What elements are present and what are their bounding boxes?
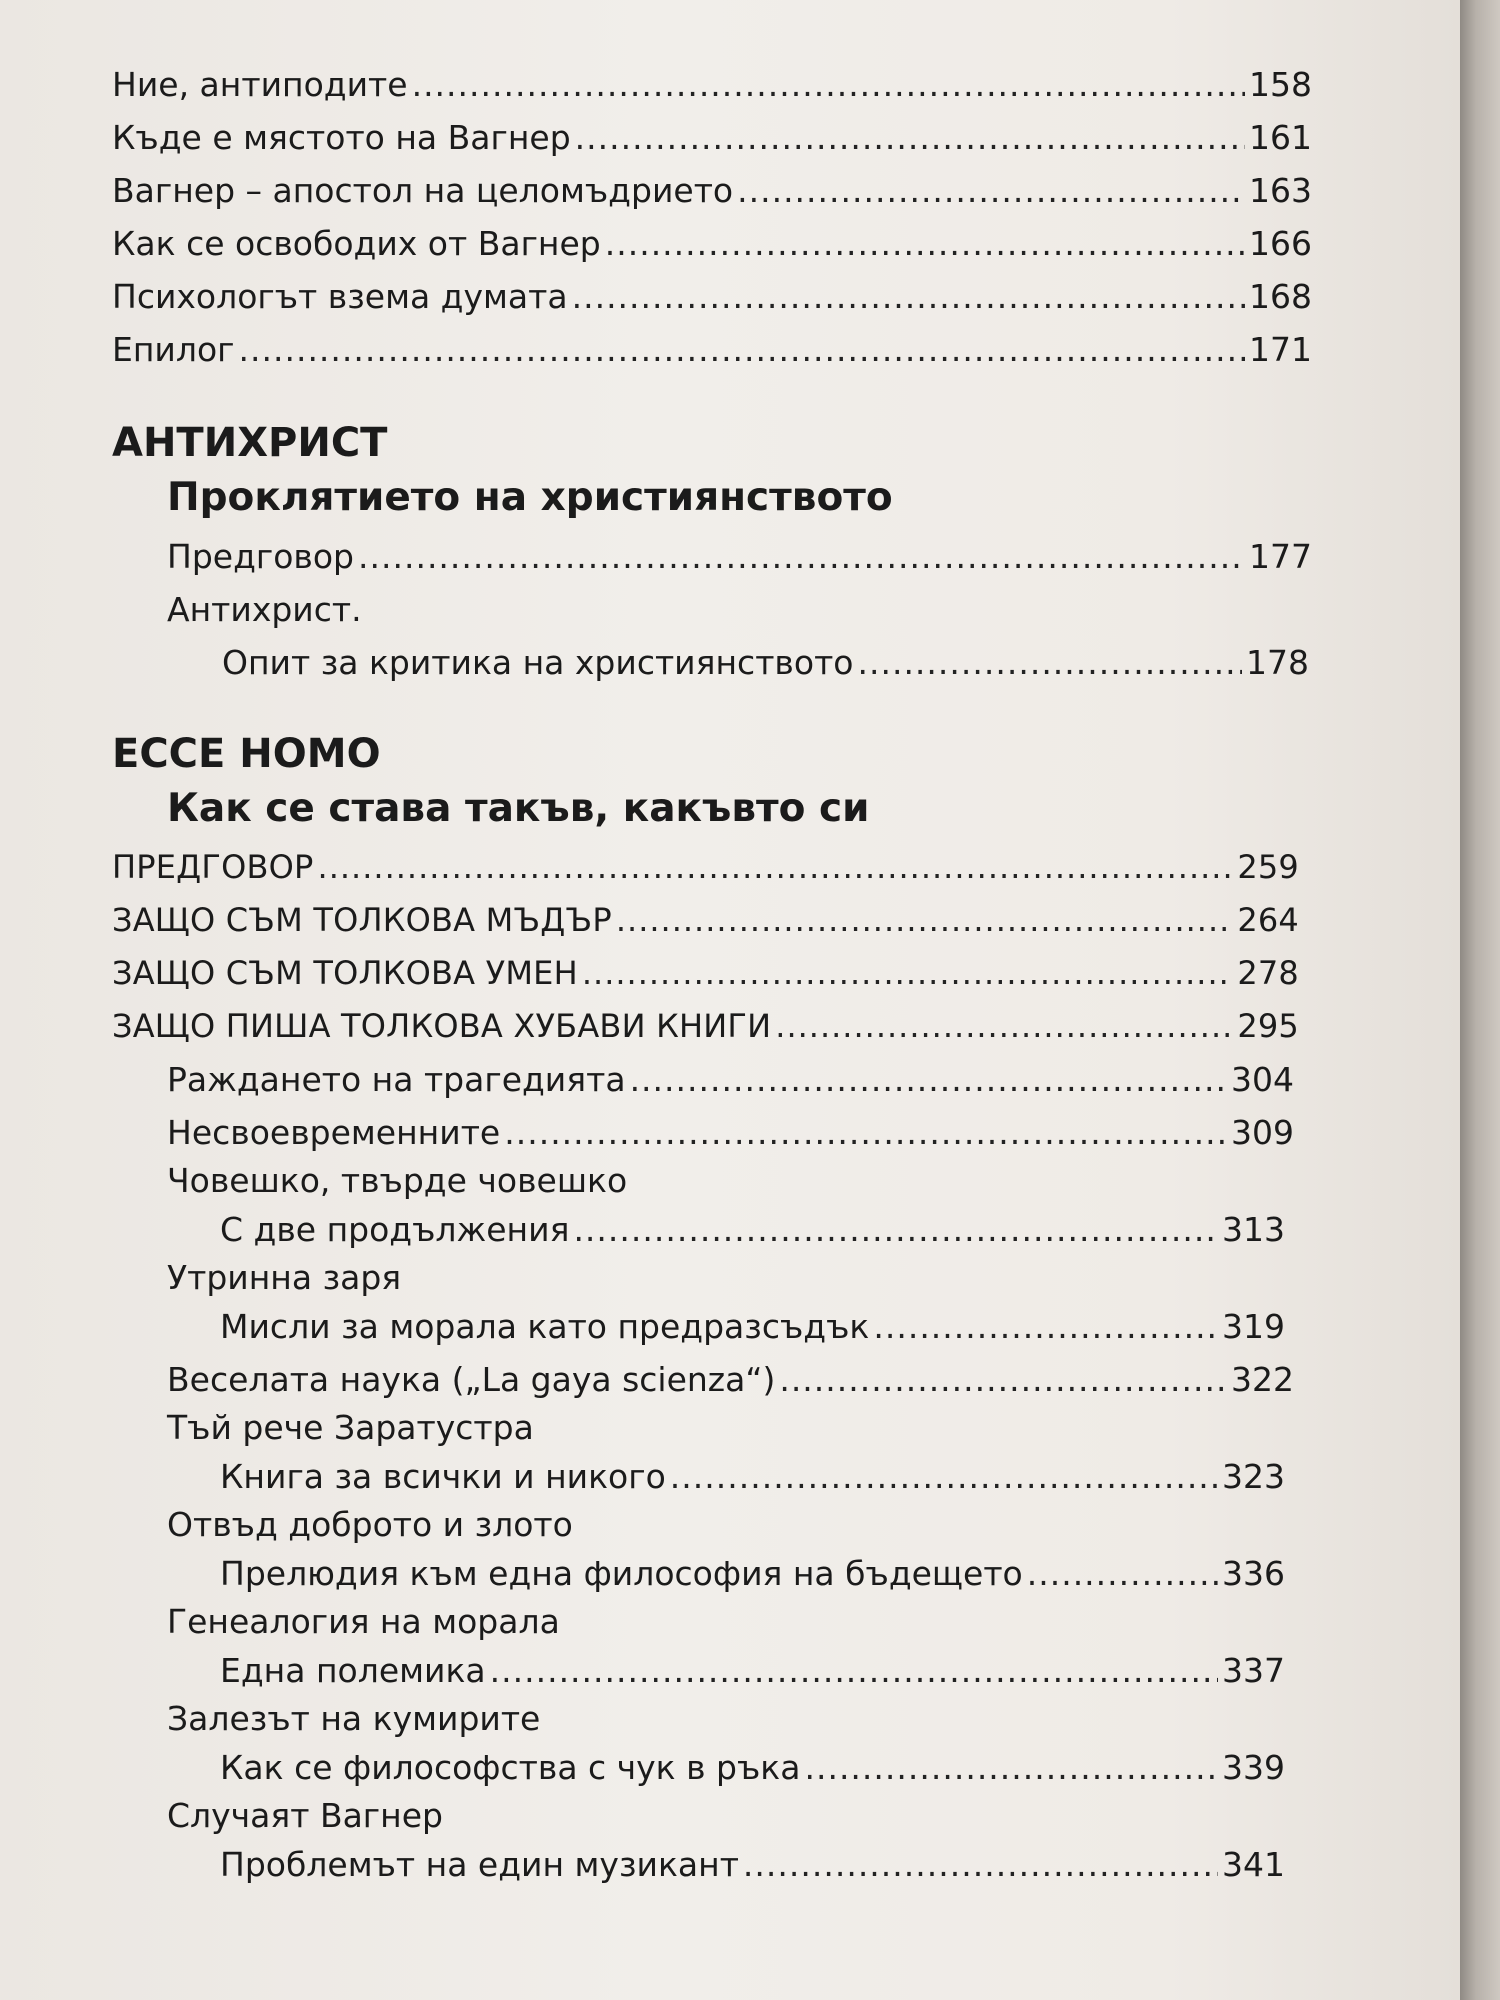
dot-leader	[504, 1106, 1227, 1159]
dot-leader	[575, 111, 1245, 164]
toc-entry-page: 168	[1249, 277, 1312, 316]
toc-entry-title: Вагнер – апостол на целомъдрието	[112, 171, 734, 210]
dot-leader	[1027, 1547, 1218, 1600]
toc-entry-subtitle: Прелюдия към една философия на бъдещето	[220, 1554, 1023, 1593]
dot-leader	[670, 1450, 1218, 1503]
toc-entry-page: 166	[1249, 224, 1312, 263]
toc-entry-title: ЗАЩО ПИША ТОЛКОВА ХУБАВИ КНИГИ	[112, 1007, 772, 1045]
toc-entry-page: 278	[1237, 954, 1299, 992]
toc-entry-subtitle: Книга за всички и никого	[220, 1457, 666, 1496]
toc-entry-title: Къде е мястото на Вагнер	[112, 118, 571, 157]
dot-leader	[857, 636, 1242, 689]
toc-entry	[112, 58, 1312, 111]
toc-entry	[112, 894, 1299, 947]
toc-entry-page: 304	[1231, 1060, 1294, 1099]
toc-entry	[112, 164, 1312, 217]
toc-entry-page: 341	[1222, 1845, 1285, 1884]
toc-entry	[112, 217, 1312, 270]
dot-leader	[873, 1300, 1218, 1353]
toc-entry-title: Опит за критика на християнството	[222, 643, 854, 682]
toc-entry-title: ПРЕДГОВОР	[112, 848, 314, 886]
toc-entry-title: Отвъд доброто и злото	[167, 1505, 573, 1544]
toc-entry-title: Тъй рече Заратустра	[167, 1408, 534, 1447]
toc-entry-title: Ние, антиподите	[112, 65, 408, 104]
toc-entry	[167, 1106, 1294, 1159]
toc-entry-page: 177	[1249, 537, 1312, 576]
part-subheading: Как се става такъв, какъвто си	[167, 786, 870, 831]
toc-entry-title: Раждането на трагедията	[167, 1060, 626, 1099]
dot-leader	[490, 1644, 1218, 1697]
toc-entry-subtitle: Мисли за морала като предразсъдък	[220, 1307, 870, 1346]
toc-entry	[112, 947, 1299, 1000]
toc-entry	[220, 1838, 1285, 1891]
toc-entry-subtitle: Проблемът на един музикант	[220, 1845, 739, 1884]
dot-leader	[572, 270, 1245, 323]
toc-entry-page: 264	[1237, 901, 1299, 939]
toc-entry	[220, 1644, 1285, 1697]
dot-leader	[630, 1053, 1227, 1106]
toc-entry-title: Епилог	[112, 330, 235, 369]
toc-entry-title: Антихрист.	[167, 590, 362, 629]
toc-entry	[167, 1353, 1294, 1406]
toc-entry	[112, 111, 1312, 164]
dot-leader	[358, 530, 1245, 583]
part-heading: ECCE HOMO	[112, 731, 381, 777]
dot-leader	[743, 1838, 1218, 1891]
toc-entry-subtitle: Една полемика	[220, 1651, 486, 1690]
toc-entry-page: 339	[1222, 1748, 1285, 1787]
dot-leader	[737, 164, 1245, 217]
toc-entry-title: Утринна заря	[167, 1258, 402, 1297]
toc-entry-title: ЗАЩО СЪМ ТОЛКОВА УМЕН	[112, 954, 578, 992]
toc-entry-title: Залезът на кумирите	[167, 1699, 541, 1738]
toc-entry	[112, 1000, 1299, 1053]
toc-entry	[222, 636, 1309, 689]
toc-entry-page: 161	[1249, 118, 1312, 157]
toc-entry-title: Предговор	[167, 537, 354, 576]
dot-leader	[605, 217, 1245, 270]
toc-entry-page: 322	[1231, 1360, 1294, 1399]
toc-entry-page: 178	[1246, 643, 1309, 682]
toc-entry-subtitle: Как се философства с чук в ръка	[220, 1748, 801, 1787]
part-heading: АНТИХРИСТ	[112, 420, 388, 466]
toc-entry-title: Несвоевременните	[167, 1113, 501, 1152]
toc-entry-page: 158	[1249, 65, 1312, 104]
toc-entry	[167, 1053, 1294, 1106]
toc-entry-title: Как се освободих от Вагнер	[112, 224, 601, 263]
dot-leader	[616, 894, 1233, 947]
toc-entry-page: 259	[1237, 848, 1299, 886]
toc-entry	[220, 1300, 1285, 1353]
toc-entry-page: 323	[1222, 1457, 1285, 1496]
toc-entry-page: 313	[1222, 1210, 1285, 1249]
toc-entry-page: 309	[1231, 1113, 1294, 1152]
toc-entry-title: Психологът взема думата	[112, 277, 568, 316]
table-of-contents	[112, 58, 1312, 1891]
toc-entry-title: Веселата наука („La gaya scienza“)	[167, 1360, 776, 1399]
toc-entry	[220, 1547, 1285, 1600]
toc-entry	[220, 1741, 1285, 1794]
dot-leader	[573, 1203, 1218, 1256]
dot-leader	[318, 841, 1234, 894]
toc-entry-title: Случаят Вагнер	[167, 1796, 443, 1835]
toc-entry-title: Генеалогия на морала	[167, 1602, 560, 1641]
toc-entry-page: 336	[1222, 1554, 1285, 1593]
dot-leader	[804, 1741, 1218, 1794]
toc-entry-page: 171	[1249, 330, 1312, 369]
toc-entry-page: 337	[1222, 1651, 1285, 1690]
dot-leader	[779, 1353, 1227, 1406]
toc-entry	[112, 270, 1312, 323]
dot-leader	[775, 1000, 1233, 1053]
toc-entry-page: 295	[1237, 1007, 1299, 1045]
toc-entry	[112, 841, 1299, 894]
part-subheading: Проклятието на християнството	[167, 475, 893, 520]
toc-entry	[112, 323, 1312, 376]
page-edge	[1460, 0, 1500, 2000]
toc-entry	[220, 1203, 1285, 1256]
dot-leader	[239, 323, 1246, 376]
toc-entry	[167, 530, 1312, 583]
dot-leader	[412, 58, 1245, 111]
toc-entry	[220, 1450, 1285, 1503]
toc-entry-title: ЗАЩО СЪМ ТОЛКОВА МЪДЪР	[112, 901, 612, 939]
toc-entry-title: Човешко, твърде човешко	[167, 1161, 628, 1200]
toc-entry-page: 163	[1249, 171, 1312, 210]
toc-entry-page: 319	[1222, 1307, 1285, 1346]
dot-leader	[582, 947, 1233, 1000]
toc-entry-subtitle: С две продължения	[220, 1210, 570, 1249]
